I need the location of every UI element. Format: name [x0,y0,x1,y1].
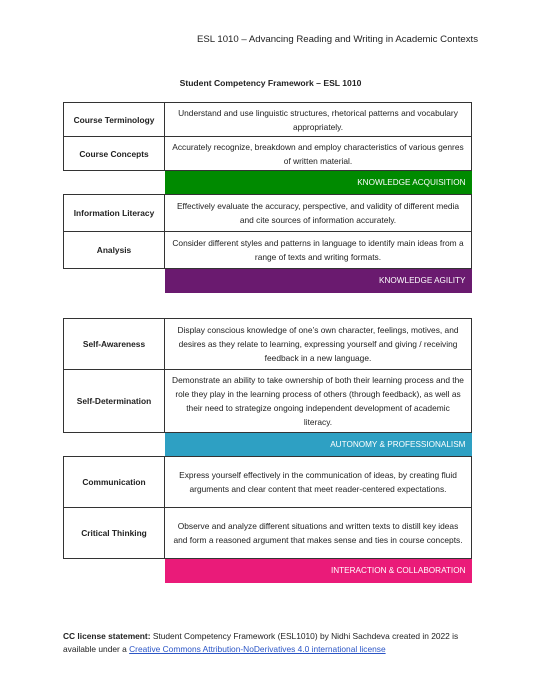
table-row [64,370,472,433]
row-label: Analysis [64,232,165,269]
band-autonomy-professionalism: AUTONOMY & PROFESSIONALISM [165,433,472,457]
license-label: CC license statement: [63,631,151,641]
row-label: Course Concepts [64,137,165,171]
row-label: Self-Awareness [64,319,165,370]
page-title: Student Competency Framework – ESL 1010 [179,78,362,88]
table-row [64,232,472,269]
row-description: Express yourself effectively in the communication of ideas, by creating fluid arguments and clear content that meet reader-centered expectations. [165,457,472,508]
table-row [64,319,472,370]
row-description: Accurately recognize, breakdown and employ characteristics of various genres of written material. [165,137,472,171]
row-description: Demonstrate an ability to take ownership of both their learning process and the role they play in the learning process of others (through feedback), as well as their need to strategize ongoing independent development of academic literacy. [165,370,472,433]
band-interaction-collaboration: INTERACTION & COLLABORATION [165,559,472,583]
row-label: Information Literacy [64,195,165,232]
course-header: ESL 1010 – Advancing Reading and Writing in Academic Contexts [196,34,478,45]
row-description: Observe and analyze different situations and written texts to distill key ideas and form a reasoned argument that makes sense and ties in course concepts. [165,508,472,559]
row-description: Display conscious knowledge of one’s own character, feelings, motives, and desires as they relate to learning, expressing yourself and giving / receiving feedback in a new language. [165,319,472,370]
table-row [64,508,472,559]
competency-table-1 [63,102,472,293]
table-row [64,137,472,171]
band-row [64,433,472,457]
band-row [64,269,472,293]
row-description: Effectively evaluate the accuracy, perspective, and validity of different media and cite sources of information accurately. [165,195,472,232]
table-row [64,195,472,232]
license-link[interactable]: Creative Commons Attribution-NoDerivatives 4.0 international license [129,644,386,654]
row-description: Understand and use linguistic structures, rhetorical patterns and vocabulary appropriately. [165,103,472,137]
row-label: Communication [64,457,165,508]
competency-table-2 [63,318,472,583]
table-row [64,457,472,508]
band-row [64,171,472,195]
row-label: Course Terminology [64,103,165,137]
band-row [64,559,472,583]
band-knowledge-acquisition: KNOWLEDGE ACQUISITION [165,171,472,195]
row-description: Consider different styles and patterns in language to identify main ideas from a range of texts and writing formats. [165,232,472,269]
table-row [64,103,472,137]
band-knowledge-agility: KNOWLEDGE AGILITY [165,269,472,293]
row-label: Self-Determination [64,370,165,433]
license-statement [63,630,483,656]
row-label: Critical Thinking [64,508,165,559]
license-text: Student Competency Framework (ESL1010) by Nidhi Sachdeva created in 2022 is available under a [63,631,459,654]
